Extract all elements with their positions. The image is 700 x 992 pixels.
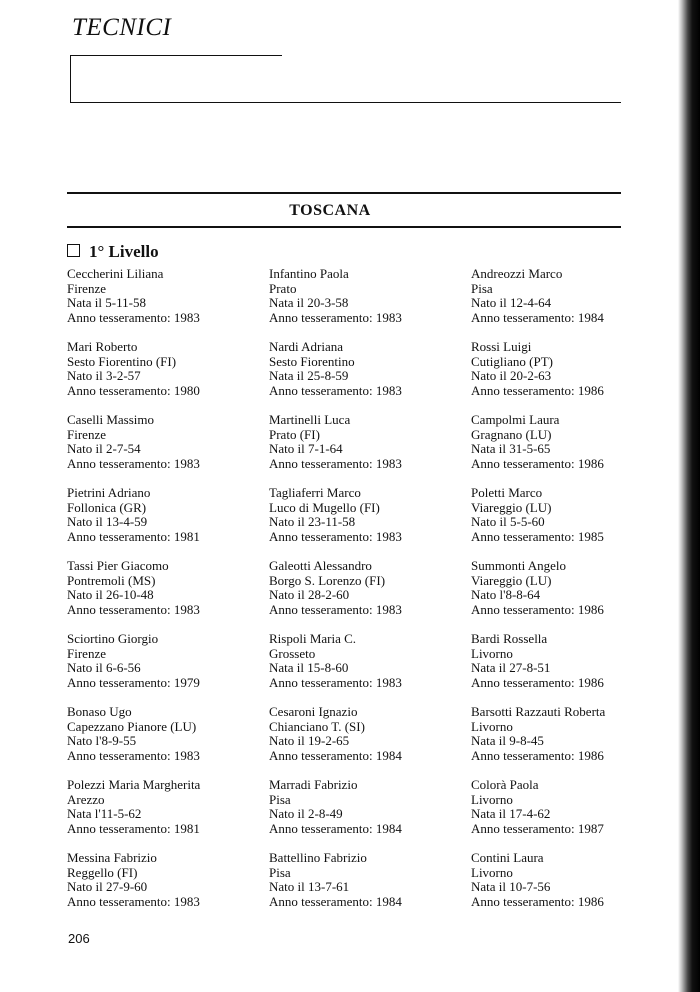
coach-place: Gragnano (LU) bbox=[471, 426, 552, 442]
coach-year: Anno tesseramento: 1986 bbox=[471, 674, 604, 690]
coach-entry bbox=[269, 340, 469, 413]
coach-birth: Nato il 5-5-60 bbox=[471, 514, 545, 530]
coach-entry bbox=[67, 486, 267, 559]
coach-entry bbox=[67, 851, 267, 924]
coach-place: Prato bbox=[269, 280, 297, 296]
coach-entry bbox=[67, 267, 267, 340]
coach-year: Anno tesseramento: 1980 bbox=[67, 382, 200, 398]
coach-entry bbox=[269, 413, 469, 486]
coach-birth: Nata il 20-3-58 bbox=[269, 295, 349, 311]
coach-year: Anno tesseramento: 1983 bbox=[67, 893, 200, 909]
coach-name: Tagliaferri Marco bbox=[269, 485, 361, 500]
coach-place: Arezzo bbox=[67, 791, 105, 807]
coach-birth: Nato l'8-8-64 bbox=[471, 587, 541, 603]
coach-name: Tassi Pier Giacomo bbox=[67, 558, 169, 573]
coach-name: Summonti Angelo bbox=[471, 558, 566, 573]
region-heading: TOSCANA bbox=[289, 202, 371, 219]
coach-birth: Nato il 12-4-64 bbox=[471, 295, 552, 311]
coach-name: Contini Laura bbox=[471, 850, 544, 865]
coach-year: Anno tesseramento: 1984 bbox=[269, 820, 402, 836]
coach-birth: Nato il 27-9-60 bbox=[67, 879, 148, 895]
coach-place: Firenze bbox=[67, 645, 106, 661]
book-spine-shadow bbox=[678, 0, 700, 992]
coach-entry bbox=[269, 632, 469, 705]
region-bottom-rule bbox=[67, 226, 621, 228]
coach-place: Livorno bbox=[471, 645, 513, 661]
coach-entry bbox=[269, 267, 469, 340]
coach-place: Viareggio (LU) bbox=[471, 499, 552, 515]
coach-entry bbox=[471, 413, 671, 486]
column-2 bbox=[269, 267, 469, 924]
coach-year: Anno tesseramento: 1983 bbox=[67, 455, 200, 471]
coach-entry bbox=[67, 632, 267, 705]
coach-year: Anno tesseramento: 1984 bbox=[269, 893, 402, 909]
coach-name: Infantino Paola bbox=[269, 266, 349, 281]
coach-entry bbox=[471, 267, 671, 340]
coach-year: Anno tesseramento: 1985 bbox=[471, 528, 604, 544]
coach-year: Anno tesseramento: 1986 bbox=[471, 382, 604, 398]
coach-entry bbox=[269, 486, 469, 559]
coach-birth: Nato l'8-9-55 bbox=[67, 733, 137, 749]
coach-year: Anno tesseramento: 1983 bbox=[67, 601, 200, 617]
coach-entry bbox=[471, 778, 671, 851]
coach-birth: Nato il 19-2-65 bbox=[269, 733, 350, 749]
coach-place: Prato (FI) bbox=[269, 426, 320, 442]
frame-bottom-rule bbox=[70, 102, 621, 103]
coach-birth: Nato il 3-2-57 bbox=[67, 368, 141, 384]
coach-entry bbox=[269, 559, 469, 632]
coach-entry bbox=[67, 705, 267, 778]
coach-entry bbox=[471, 559, 671, 632]
coach-entry bbox=[67, 413, 267, 486]
coach-place: Livorno bbox=[471, 718, 513, 734]
coach-place: Firenze bbox=[67, 426, 106, 442]
coach-name: Rispoli Maria C. bbox=[269, 631, 357, 646]
frame-left-rule bbox=[70, 55, 71, 103]
coach-name: Martinelli Luca bbox=[269, 412, 351, 427]
coach-name: Bardi Rossella bbox=[471, 631, 548, 646]
coach-entry bbox=[269, 778, 469, 851]
coach-year: Anno tesseramento: 1986 bbox=[471, 893, 604, 909]
coach-year: Anno tesseramento: 1986 bbox=[471, 455, 604, 471]
coach-place: Firenze bbox=[67, 280, 106, 296]
coach-birth: Nata il 9-8-45 bbox=[471, 733, 544, 749]
coach-place: Luco di Mugello (FI) bbox=[269, 499, 380, 515]
coach-year: Anno tesseramento: 1981 bbox=[67, 820, 200, 836]
coach-place: Cutigliano (PT) bbox=[471, 353, 553, 369]
coach-year: Anno tesseramento: 1986 bbox=[471, 601, 604, 617]
coach-birth: Nato il 7-1-64 bbox=[269, 441, 343, 457]
coach-year: Anno tesseramento: 1987 bbox=[471, 820, 604, 836]
coach-year: Anno tesseramento: 1983 bbox=[67, 747, 200, 763]
coach-name: Pietrini Adriano bbox=[67, 485, 151, 500]
coach-birth: Nata il 27-8-51 bbox=[471, 660, 551, 676]
coach-place: Viareggio (LU) bbox=[471, 572, 552, 588]
page-title: TECNICI bbox=[72, 14, 172, 41]
coach-entry bbox=[269, 851, 469, 924]
region-top-rule bbox=[67, 192, 621, 194]
coach-birth: Nata il 15-8-60 bbox=[269, 660, 349, 676]
coach-year: Anno tesseramento: 1983 bbox=[269, 309, 402, 325]
coach-entry bbox=[67, 778, 267, 851]
coach-birth: Nato il 2-8-49 bbox=[269, 806, 343, 822]
coach-place: Livorno bbox=[471, 864, 513, 880]
coach-place: Pisa bbox=[269, 864, 291, 880]
coach-birth: Nato il 26-10-48 bbox=[67, 587, 154, 603]
coach-place: Sesto Fiorentino bbox=[269, 353, 355, 369]
column-1 bbox=[67, 267, 267, 924]
coach-name: Sciortino Giorgio bbox=[67, 631, 159, 646]
coach-year: Anno tesseramento: 1981 bbox=[67, 528, 200, 544]
coach-name: Bonaso Ugo bbox=[67, 704, 132, 719]
level-heading bbox=[67, 242, 159, 262]
coach-year: Anno tesseramento: 1983 bbox=[269, 528, 402, 544]
page-number: 206 bbox=[68, 931, 90, 946]
coach-birth: Nata il 25-8-59 bbox=[269, 368, 349, 384]
coach-name: Battellino Fabrizio bbox=[269, 850, 367, 865]
coach-name: Caselli Massimo bbox=[67, 412, 155, 427]
column-3 bbox=[471, 267, 671, 924]
coach-name: Polezzi Maria Margherita bbox=[67, 777, 201, 792]
coach-year: Anno tesseramento: 1983 bbox=[67, 309, 200, 325]
coach-place: Pisa bbox=[269, 791, 291, 807]
coach-place: Pisa bbox=[471, 280, 493, 296]
coach-name: Galeotti Alessandro bbox=[269, 558, 372, 573]
coach-entry bbox=[67, 340, 267, 413]
coach-name: Cesaroni Ignazio bbox=[269, 704, 358, 719]
coach-year: Anno tesseramento: 1986 bbox=[471, 747, 604, 763]
coach-birth: Nata il 10-7-56 bbox=[471, 879, 551, 895]
coach-name: Andreozzi Marco bbox=[471, 266, 563, 281]
coach-birth: Nato il 23-11-58 bbox=[269, 514, 356, 530]
title-rule bbox=[70, 55, 282, 56]
coach-year: Anno tesseramento: 1984 bbox=[471, 309, 604, 325]
coach-birth: Nato il 13-4-59 bbox=[67, 514, 148, 530]
coach-name: Messina Fabrizio bbox=[67, 850, 157, 865]
coach-birth: Nato il 6-6-56 bbox=[67, 660, 141, 676]
coach-entry bbox=[471, 486, 671, 559]
coach-entry bbox=[471, 340, 671, 413]
coach-year: Anno tesseramento: 1984 bbox=[269, 747, 402, 763]
coach-year: Anno tesseramento: 1979 bbox=[67, 674, 200, 690]
coach-birth: Nata il 5-11-58 bbox=[67, 295, 146, 311]
level-label: 1° Livello bbox=[89, 242, 159, 261]
coach-year: Anno tesseramento: 1983 bbox=[269, 455, 402, 471]
coach-birth: Nato il 20-2-63 bbox=[471, 368, 552, 384]
coach-place: Livorno bbox=[471, 791, 513, 807]
coach-birth: Nata l'11-5-62 bbox=[67, 806, 142, 822]
coach-birth: Nata il 17-4-62 bbox=[471, 806, 551, 822]
coach-place: Capezzano Pianore (LU) bbox=[67, 718, 197, 734]
coach-birth: Nato il 2-7-54 bbox=[67, 441, 141, 457]
coach-entry bbox=[471, 851, 671, 924]
coach-place: Chianciano T. (SI) bbox=[269, 718, 365, 734]
coach-entry bbox=[67, 559, 267, 632]
coach-name: Nardi Adriana bbox=[269, 339, 344, 354]
coach-place: Sesto Fiorentino (FI) bbox=[67, 353, 177, 369]
coach-year: Anno tesseramento: 1983 bbox=[269, 382, 402, 398]
coach-name: Poletti Marco bbox=[471, 485, 543, 500]
coach-place: Follonica (GR) bbox=[67, 499, 147, 515]
coach-place: Grosseto bbox=[269, 645, 316, 661]
coach-entry bbox=[269, 705, 469, 778]
coach-name: Ceccherini Liliana bbox=[67, 266, 164, 281]
checkbox-icon bbox=[67, 244, 80, 257]
coach-entry bbox=[471, 632, 671, 705]
coach-birth: Nata il 31-5-65 bbox=[471, 441, 551, 457]
coach-place: Reggello (FI) bbox=[67, 864, 138, 880]
coach-name: Barsotti Razzauti Roberta bbox=[471, 704, 606, 719]
coach-year: Anno tesseramento: 1983 bbox=[269, 601, 402, 617]
coach-name: Rossi Luigi bbox=[471, 339, 532, 354]
coach-name: Mari Roberto bbox=[67, 339, 138, 354]
coach-name: Campolmi Laura bbox=[471, 412, 560, 427]
coach-name: Colorà Paola bbox=[471, 777, 539, 792]
coach-place: Borgo S. Lorenzo (FI) bbox=[269, 572, 386, 588]
coach-year: Anno tesseramento: 1983 bbox=[269, 674, 402, 690]
coach-entry bbox=[471, 705, 671, 778]
coach-name: Marradi Fabrizio bbox=[269, 777, 358, 792]
coach-birth: Nato il 28-2-60 bbox=[269, 587, 350, 603]
coach-birth: Nato il 13-7-61 bbox=[269, 879, 350, 895]
coach-place: Pontremoli (MS) bbox=[67, 572, 156, 588]
